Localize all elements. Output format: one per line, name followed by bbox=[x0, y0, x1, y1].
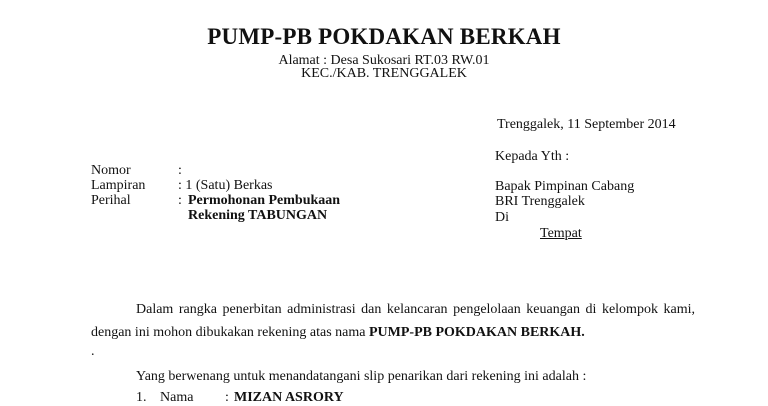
recipient-greeting: Kepada Yth : bbox=[495, 149, 570, 164]
recipient-line3: Di bbox=[495, 210, 509, 225]
letterhead-region: KEC./KAB. TRENGGALEK bbox=[301, 66, 467, 81]
list-number: 1. bbox=[136, 390, 147, 405]
lampiran-value: : 1 (Satu) Berkas bbox=[178, 178, 273, 193]
perihal-line1: Permohonan Pembukaan bbox=[188, 193, 341, 208]
perihal-colon: : bbox=[178, 193, 182, 208]
recipient-line2: BRI Trenggalek bbox=[495, 194, 585, 209]
perihal-label: Perihal bbox=[91, 193, 131, 208]
body-dot: . bbox=[91, 344, 95, 359]
perihal-line2: Rekening TABUNGAN bbox=[188, 208, 328, 223]
letterhead-address: Alamat : Desa Sukosari RT.03 RW.01 bbox=[278, 53, 490, 68]
signatory-intro: Yang berwenang untuk menandatangani slip penarikan dari rekening ini adalah : bbox=[136, 369, 587, 384]
recipient-place: Tempat bbox=[540, 226, 582, 241]
recipient-line1: Bapak Pimpinan Cabang bbox=[495, 179, 635, 194]
nomor-value: : bbox=[178, 163, 182, 178]
list-label: Nama bbox=[160, 390, 194, 405]
list-value: MIZAN ASRORY bbox=[234, 390, 344, 405]
list-colon: : bbox=[225, 390, 229, 405]
letterhead-title: PUMP-PB POKDAKAN BERKAH bbox=[207, 24, 561, 49]
body-paragraph-bold: PUMP-PB POKDAKAN BERKAH. bbox=[368, 325, 585, 340]
nomor-label: Nomor bbox=[91, 163, 131, 178]
body-paragraph bbox=[91, 298, 695, 344]
lampiran-label: Lampiran bbox=[91, 178, 146, 193]
body-paragraph-text: Dalam rangka penerbitan administrasi dan kelancaran pengelolaan keuangan di kelompok kami, dengan ini mohon dibukakan rekening atas nama bbox=[91, 302, 695, 340]
date-line: Trenggalek, 11 September 2014 bbox=[497, 117, 676, 132]
